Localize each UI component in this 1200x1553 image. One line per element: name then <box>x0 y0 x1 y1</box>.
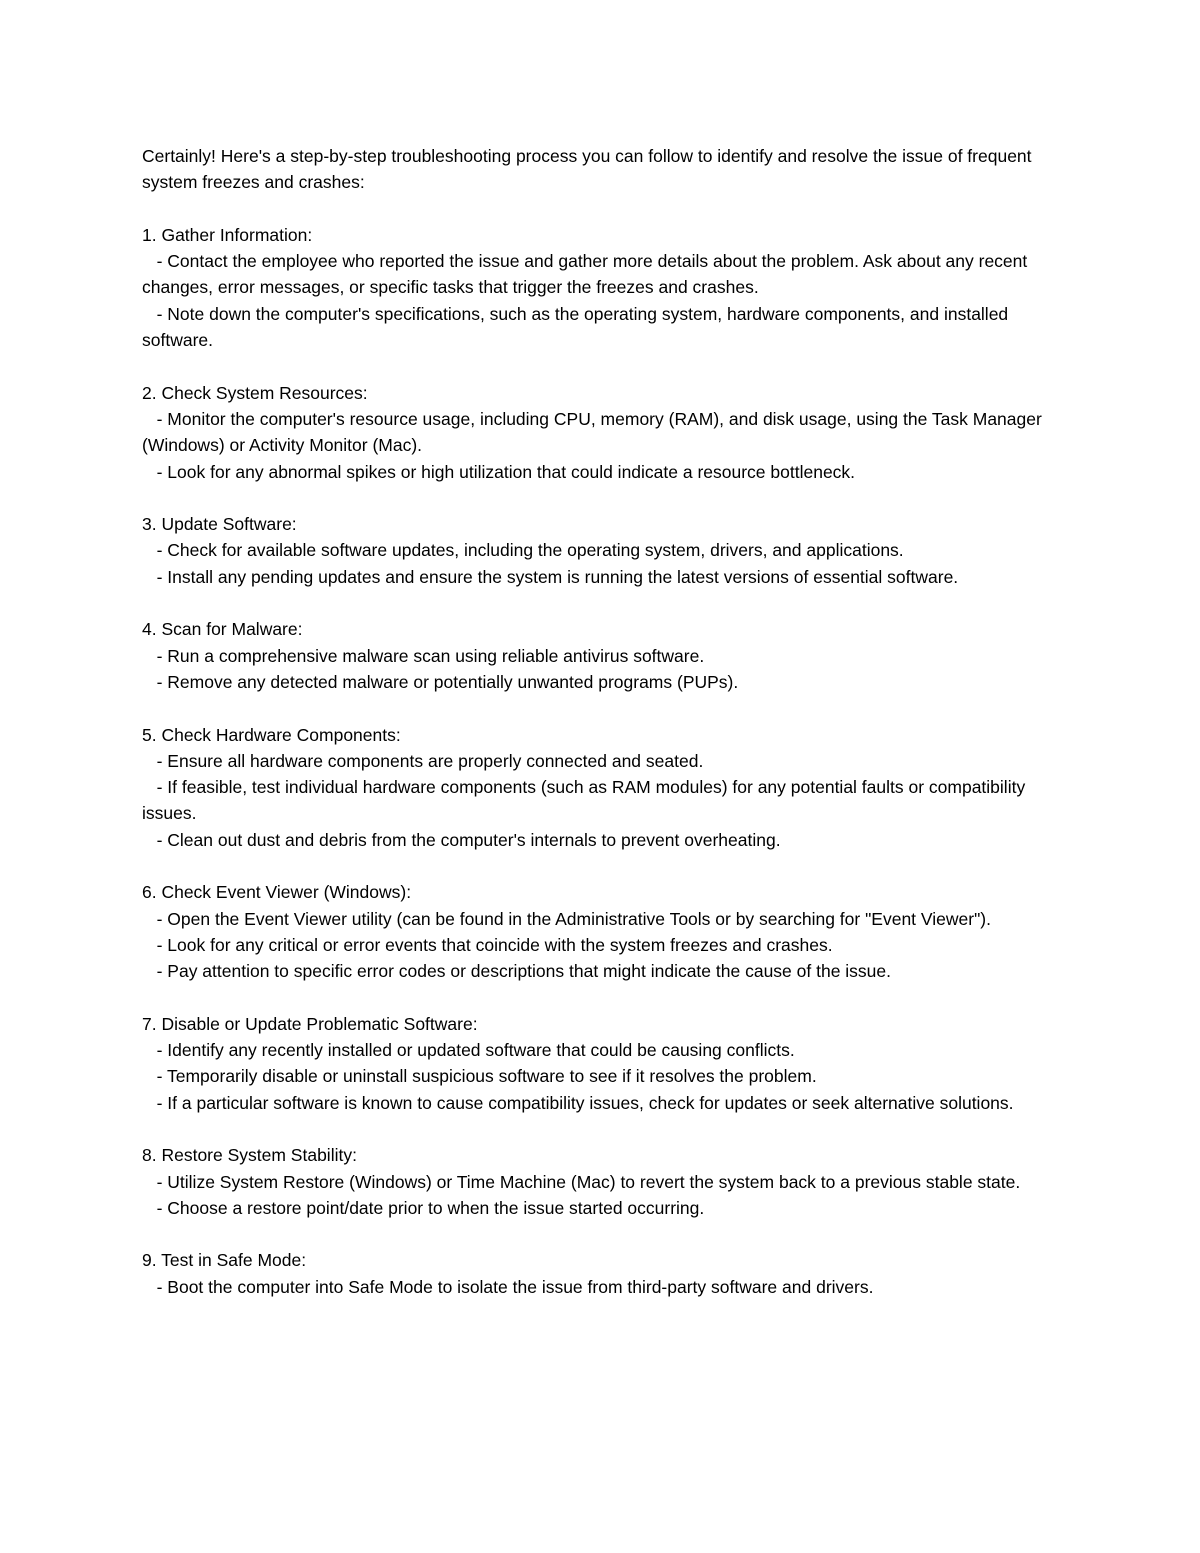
bullet-item: - Note down the computer's specifications, such as the operating system, hardware components, and installed software. <box>142 303 1014 351</box>
bullet-item: - Ensure all hardware components are properly connected and seated. <box>142 750 704 771</box>
section-heading: 9. Test in Safe Mode: <box>142 1250 307 1271</box>
bullet-item: - Monitor the computer's resource usage, including CPU, memory (RAM), and disk usage, using the Task Manager (Windows) or Activity Monitor (Mac). <box>142 408 1047 456</box>
spacer <box>142 695 1062 721</box>
bullet-item: - Install any pending updates and ensure the system is running the latest versions of essential software. <box>142 566 959 587</box>
spacer <box>142 485 1062 511</box>
section-heading: 4. Scan for Malware: <box>142 619 303 640</box>
section-heading: 2. Check System Resources: <box>142 382 368 403</box>
section-heading: 3. Update Software: <box>142 514 297 535</box>
section-heading: 6. Check Event Viewer (Windows): <box>142 882 412 903</box>
spacer <box>142 853 1062 879</box>
bullet-item: - Contact the employee who reported the issue and gather more details about the problem. Ask about any recent changes, error messages, or specific tasks that trigger the freezes and crashes. <box>142 251 1033 298</box>
bullet-item: - Look for any abnormal spikes or high utilization that could indicate a resource bottleneck. <box>142 461 856 482</box>
bullet-item: - Clean out dust and debris from the computer's internals to prevent overheating. <box>142 829 781 850</box>
bullet-item: - Check for available software updates, including the operating system, drivers, and applications. <box>142 540 904 561</box>
bullet-item: - Look for any critical or error events that coincide with the system freezes and crashes. <box>142 934 833 955</box>
section-heading: 1. Gather Information: <box>142 224 313 245</box>
spacer <box>142 985 1062 1011</box>
bullet-item: - Pay attention to specific error codes or descriptions that might indicate the cause of the issue. <box>142 961 892 982</box>
section-heading: 5. Check Hardware Components: <box>142 724 401 745</box>
spacer <box>142 1116 1062 1142</box>
spacer <box>142 1221 1062 1247</box>
bullet-item: - Boot the computer into Safe Mode to isolate the issue from third-party software and drivers. <box>142 1276 874 1297</box>
bullet-item: - Temporarily disable or uninstall suspicious software to see if it resolves the problem. <box>142 1066 817 1087</box>
bullet-item: - Choose a restore point/date prior to when the issue started occurring. <box>142 1197 705 1218</box>
bullet-item: - Open the Event Viewer utility (can be found in the Administrative Tools or by searching for "Event Viewer"). <box>142 908 991 929</box>
bullet-item: - Identify any recently installed or updated software that could be causing conflicts. <box>142 1040 795 1061</box>
bullet-item: - If feasible, test individual hardware components (such as RAM modules) for any potential faults or compatibility issues. <box>142 777 1031 824</box>
bullet-item: - Utilize System Restore (Windows) or Time Machine (Mac) to revert the system back to a previous stable state. <box>142 1171 1021 1192</box>
bullet-item: - If a particular software is known to cause compatibility issues, check for updates or seek alternative solutions. <box>142 1092 1014 1113</box>
section-heading: 7. Disable or Update Problematic Software: <box>142 1013 478 1034</box>
spacer <box>142 196 1062 222</box>
document-body <box>142 143 1062 1300</box>
spacer <box>142 353 1062 379</box>
intro-paragraph: Certainly! Here's a step-by-step troubleshooting process you can follow to identify and resolve the issue of frequent system freezes and crashes: <box>142 146 1037 193</box>
section-heading: 8. Restore System Stability: <box>142 1145 357 1166</box>
spacer <box>142 590 1062 616</box>
bullet-item: - Run a comprehensive malware scan using reliable antivirus software. <box>142 645 705 666</box>
bullet-item: - Remove any detected malware or potentially unwanted programs (PUPs). <box>142 671 739 692</box>
